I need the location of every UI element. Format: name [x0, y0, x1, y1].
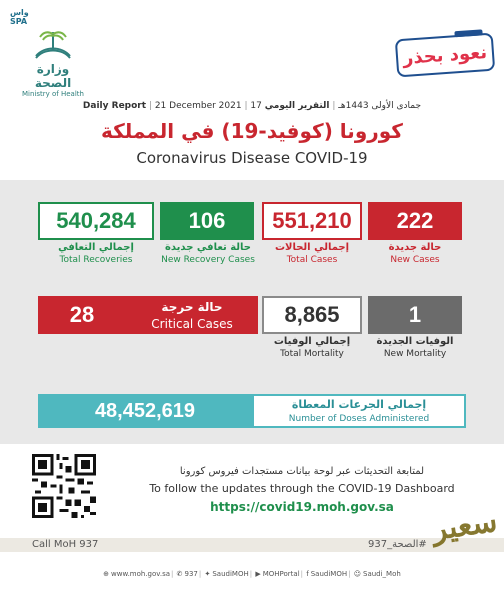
divider: | — [300, 570, 304, 578]
divider: | — [171, 570, 174, 578]
new-recoveries-caption — [150, 242, 266, 266]
total-cases-label-ar: إجمالي الحالات — [274, 242, 350, 253]
doses-administered-value: 48,452,619 — [38, 394, 252, 428]
social-link-facebook[interactable]: SaudiMOH — [310, 570, 348, 578]
total-recoveries-caption — [38, 242, 154, 266]
report-label-english: Daily Report — [82, 101, 147, 111]
new-cases-caption — [368, 242, 462, 266]
new-mortality-label-en: New Mortality — [383, 349, 447, 359]
spa-logo — [10, 8, 40, 30]
critical-cases-label — [126, 296, 258, 334]
youtube-icon: ▶ — [255, 570, 261, 578]
social-link-snapchat[interactable]: Saudi_Moh — [363, 570, 401, 578]
dashboard-text-english: To follow the updates through the COVID-19 Dashboard — [149, 482, 455, 495]
phone-icon: ✆ — [176, 570, 183, 578]
new-cases-value: 222 — [368, 202, 462, 240]
palm-swords-icon — [30, 28, 76, 62]
new-mortality-value: 1 — [368, 296, 462, 334]
divider: | — [329, 101, 336, 111]
social-link-website[interactable]: www.moh.gov.sa — [111, 570, 171, 578]
total-mortality-value: 8,865 — [262, 296, 362, 334]
campaign-text: نعود بحذر — [402, 41, 488, 69]
total-cases-label-en: Total Cases — [286, 255, 338, 265]
page-title-arabic: كورونا (كوفيد-19) في المملكة — [101, 119, 403, 143]
critical-cases-label-en: Critical Cases — [151, 317, 233, 331]
twitter-icon: ✦ — [204, 570, 211, 578]
divider: | — [148, 101, 155, 111]
social-link-youtube[interactable]: MOHPortal — [262, 570, 300, 578]
new-recoveries-value: 106 — [160, 202, 254, 240]
new-cases-label-ar: حالة جديدة — [388, 242, 442, 253]
ministry-logo — [18, 28, 88, 98]
report-label-arabic: التقرير اليومي — [264, 101, 330, 111]
divider: | — [348, 570, 351, 578]
report-date-line — [0, 101, 504, 115]
qr-code[interactable] — [32, 454, 96, 518]
new-cases-label-en: New Cases — [390, 255, 440, 265]
doses-label-ar: إجمالي الجرعات المعطاة — [291, 398, 427, 411]
snapchat-icon: ☺ — [353, 570, 361, 578]
divider: | — [249, 570, 253, 578]
report-date-gregorian: 21 December 2021 — [154, 101, 242, 111]
call-moh-text: Call MoH 937 — [32, 539, 99, 550]
globe-icon: ⊕ — [103, 570, 110, 578]
total-mortality-caption — [262, 336, 362, 360]
social-link-twitter[interactable]: SaudiMOH — [212, 570, 249, 578]
campaign-logo — [395, 33, 495, 78]
campaign-accent — [454, 29, 482, 37]
facebook-icon: f — [306, 570, 309, 578]
total-mortality-label-ar: إجمالي الوفيات — [273, 336, 351, 347]
new-recoveries-label-ar: حالة تعافي جديدة — [165, 242, 251, 253]
spa-logo-text: SPA — [10, 17, 28, 26]
critical-cases-value: 28 — [38, 296, 126, 334]
dashboard-link[interactable]: https://covid19.moh.gov.sa — [210, 500, 394, 514]
spa-logo-prefix: واس — [10, 8, 29, 17]
total-mortality-label-en: Total Mortality — [280, 349, 344, 359]
doses-administered-label — [252, 394, 466, 428]
hashtag: #الصحة_937 — [368, 539, 427, 550]
doses-label-en: Number of Doses Administered — [288, 414, 430, 424]
social-link-phone[interactable]: 937 — [184, 570, 198, 578]
report-date-hijri: 17 جمادى الأولى 1443هـ — [250, 101, 422, 111]
new-recoveries-label-en: New Recovery Cases — [161, 255, 255, 265]
new-mortality-label-ar: الوفيات الجديدة — [376, 336, 454, 347]
page-title-english: Coronavirus Disease COVID-19 — [136, 149, 368, 167]
divider: | — [198, 570, 202, 578]
watermark: سعير — [429, 503, 500, 548]
total-cases-value: 551,210 — [262, 202, 362, 240]
critical-cases-label-ar: حالة حرجة — [161, 300, 223, 314]
total-recoveries-value: 540,284 — [38, 202, 154, 240]
total-cases-caption — [262, 242, 362, 266]
total-recoveries-label-ar: إجمالي التعافي — [58, 242, 134, 253]
total-recoveries-label-en: Total Recoveries — [59, 255, 133, 265]
ministry-name-english: Ministry of Health — [22, 90, 84, 98]
ministry-name-arabic: وزارة الصحة — [34, 62, 72, 90]
dashboard-text-arabic: لمتابعة التحديثات عبر لوحة بيانات مستجدات فيروس كورونا — [179, 466, 425, 477]
divider: | — [244, 101, 251, 111]
new-mortality-caption — [362, 336, 468, 360]
